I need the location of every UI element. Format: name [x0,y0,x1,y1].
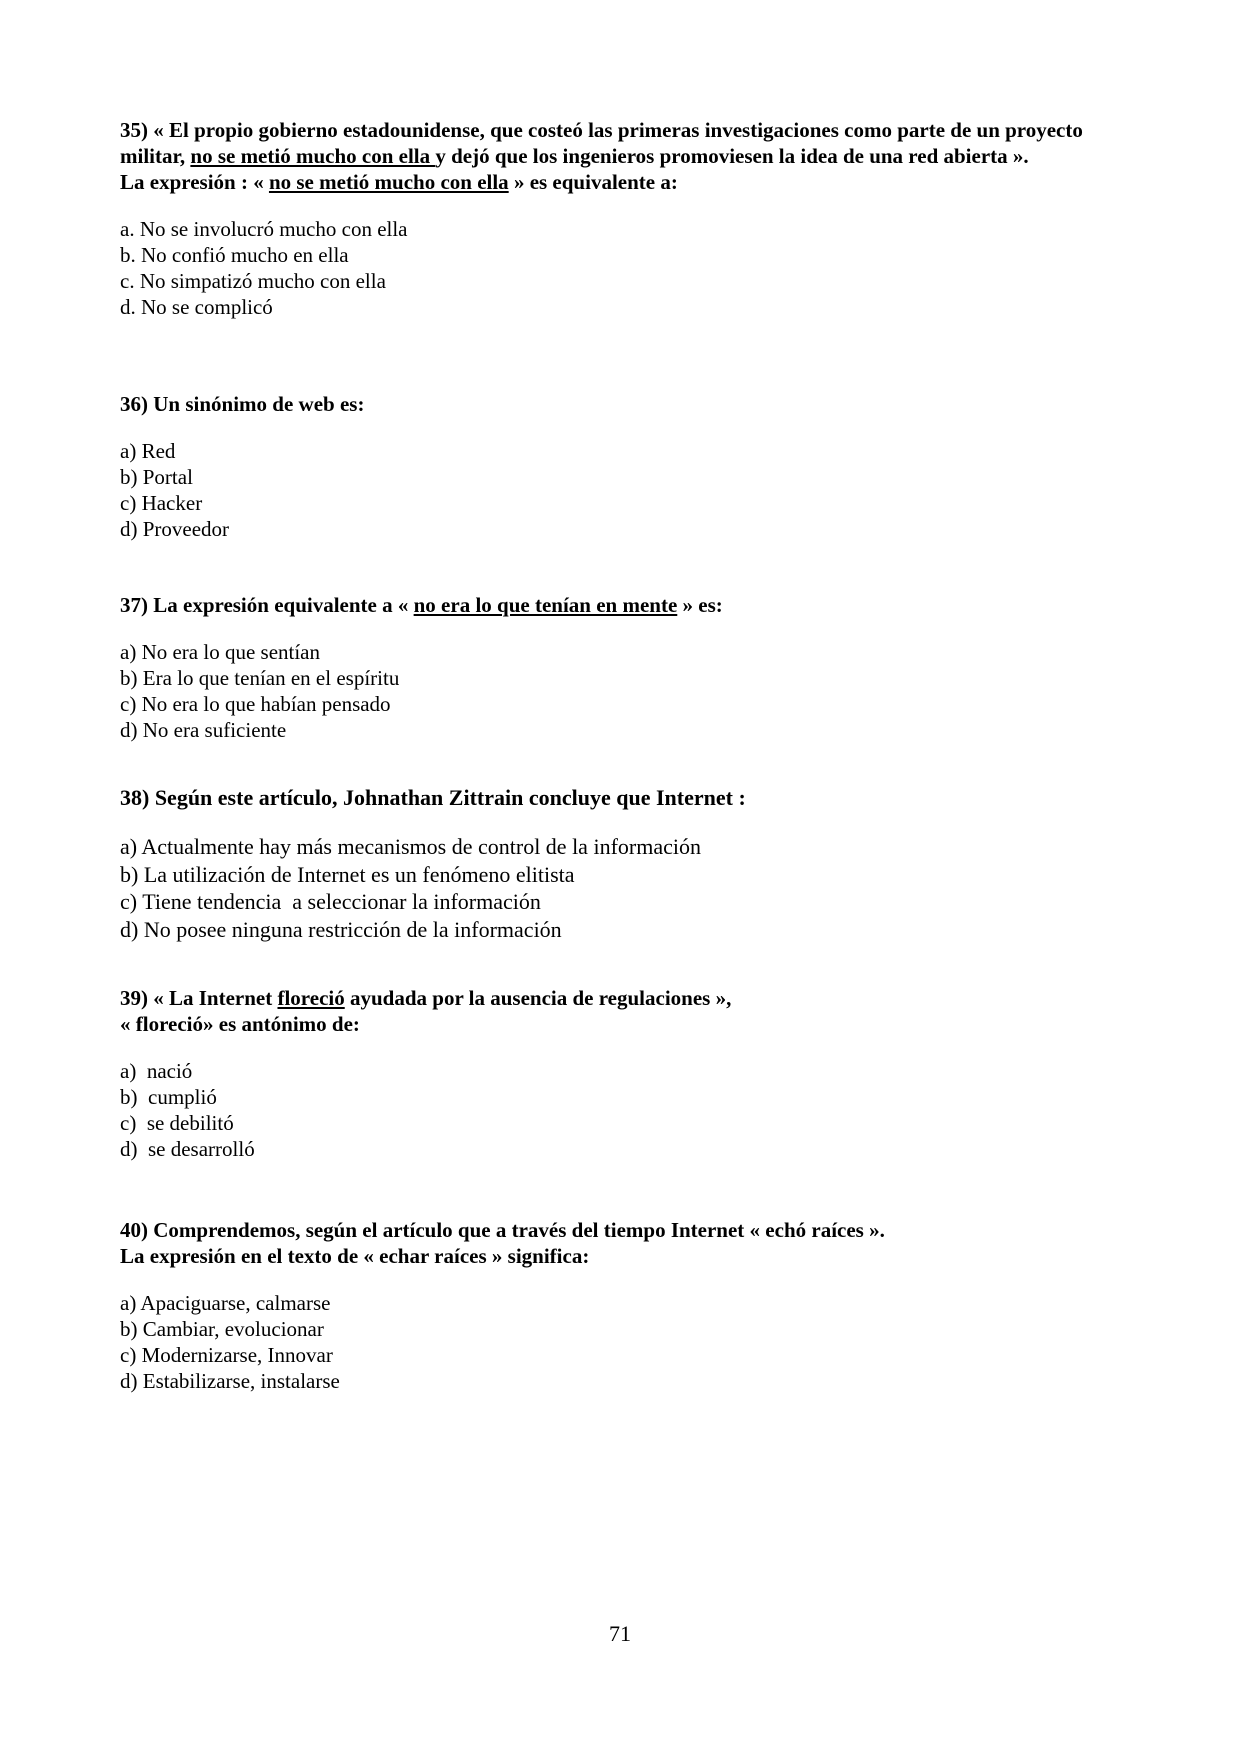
answer-options [120,216,1140,320]
option-c: c) se debilitó [120,1111,234,1135]
answer-options [120,438,1140,542]
option-a: a) Actualmente hay más mecanismos de control de la información [120,834,701,859]
option-c: c) No era lo que habían pensado [120,692,391,716]
question-40 [120,1217,1140,1394]
option-b: b) La utilización de Internet es un fenómeno elitista [120,861,575,887]
question-37 [120,592,1140,743]
option-c: c) Modernizarse, Innovar [120,1343,333,1367]
question-39 [120,985,1140,1162]
option-d: d) se desarrolló [120,1137,255,1161]
option-c: c. No simpatizó mucho con ella [120,269,386,293]
option-c: c) Hacker [120,491,203,515]
option-a: a) Red [120,439,176,463]
option-a: a) nació [120,1059,193,1083]
option-d: d) Proveedor [120,517,230,541]
underlined-phrase: no era lo que tenían en mente [413,593,678,617]
question-stem: 38) Según este artículo, Johnathan Zittrain concluye que Internet : [120,785,746,810]
question-stem: 39) « La Internet floreció ayudada por la ausencia de regulaciones », « floreció» es antónimo de: [120,986,732,1036]
answer-options [120,639,1140,743]
option-b: b) Era lo que tenían en el espíritu [120,666,400,690]
question-stem: 36) Un sinónimo de web es: [120,392,365,416]
option-a: a. No se involucró mucho con ella [120,217,408,241]
underlined-phrase: no se metió mucho con ella [268,170,509,194]
underlined-phrase: no se metió mucho con ella [190,144,436,168]
answer-options [120,1058,1140,1162]
question-stem: 35) « El propio gobierno estadounidense, que costeó las primeras investigaciones como parte de un proyecto militar, no se metió mucho con ella y dejó que los ingenieros promoviesen la idea de una red abierta ». La expresión : « no se metió mucho con ella » es equivalente a: [120,118,1083,194]
option-b: b. No confió mucho en ella [120,243,349,267]
option-a: a) Apaciguarse, calmarse [120,1291,331,1315]
question-stem: 37) La expresión equivalente a « no era lo que tenían en mente » es: [120,593,723,617]
option-a: a) No era lo que sentían [120,640,321,664]
answer-options [120,833,1140,943]
question-36 [120,391,1140,542]
option-d: d) Estabilizarse, instalarse [120,1369,340,1393]
question-38 [120,785,1140,943]
option-d: d) No posee ninguna restricción de la información [120,916,562,942]
option-b: b) Portal [120,465,193,489]
option-c: c) Tiene tendencia a seleccionar la información [120,889,541,914]
underlined-phrase: floreció [277,986,345,1010]
question-35 [120,117,1140,320]
question-stem: 40) Comprendemos, según el artículo que a través del tiempo Internet « echó raíces ». La expresión en el texto de « echar raíces » significa: [120,1218,885,1268]
option-b: b) cumplió [120,1085,217,1109]
page-number: 71 [609,1621,631,1646]
option-d: d. No se complicó [120,295,273,319]
answer-options [120,1290,1140,1394]
option-d: d) No era suficiente [120,718,287,742]
option-b: b) Cambiar, evolucionar [120,1317,324,1341]
